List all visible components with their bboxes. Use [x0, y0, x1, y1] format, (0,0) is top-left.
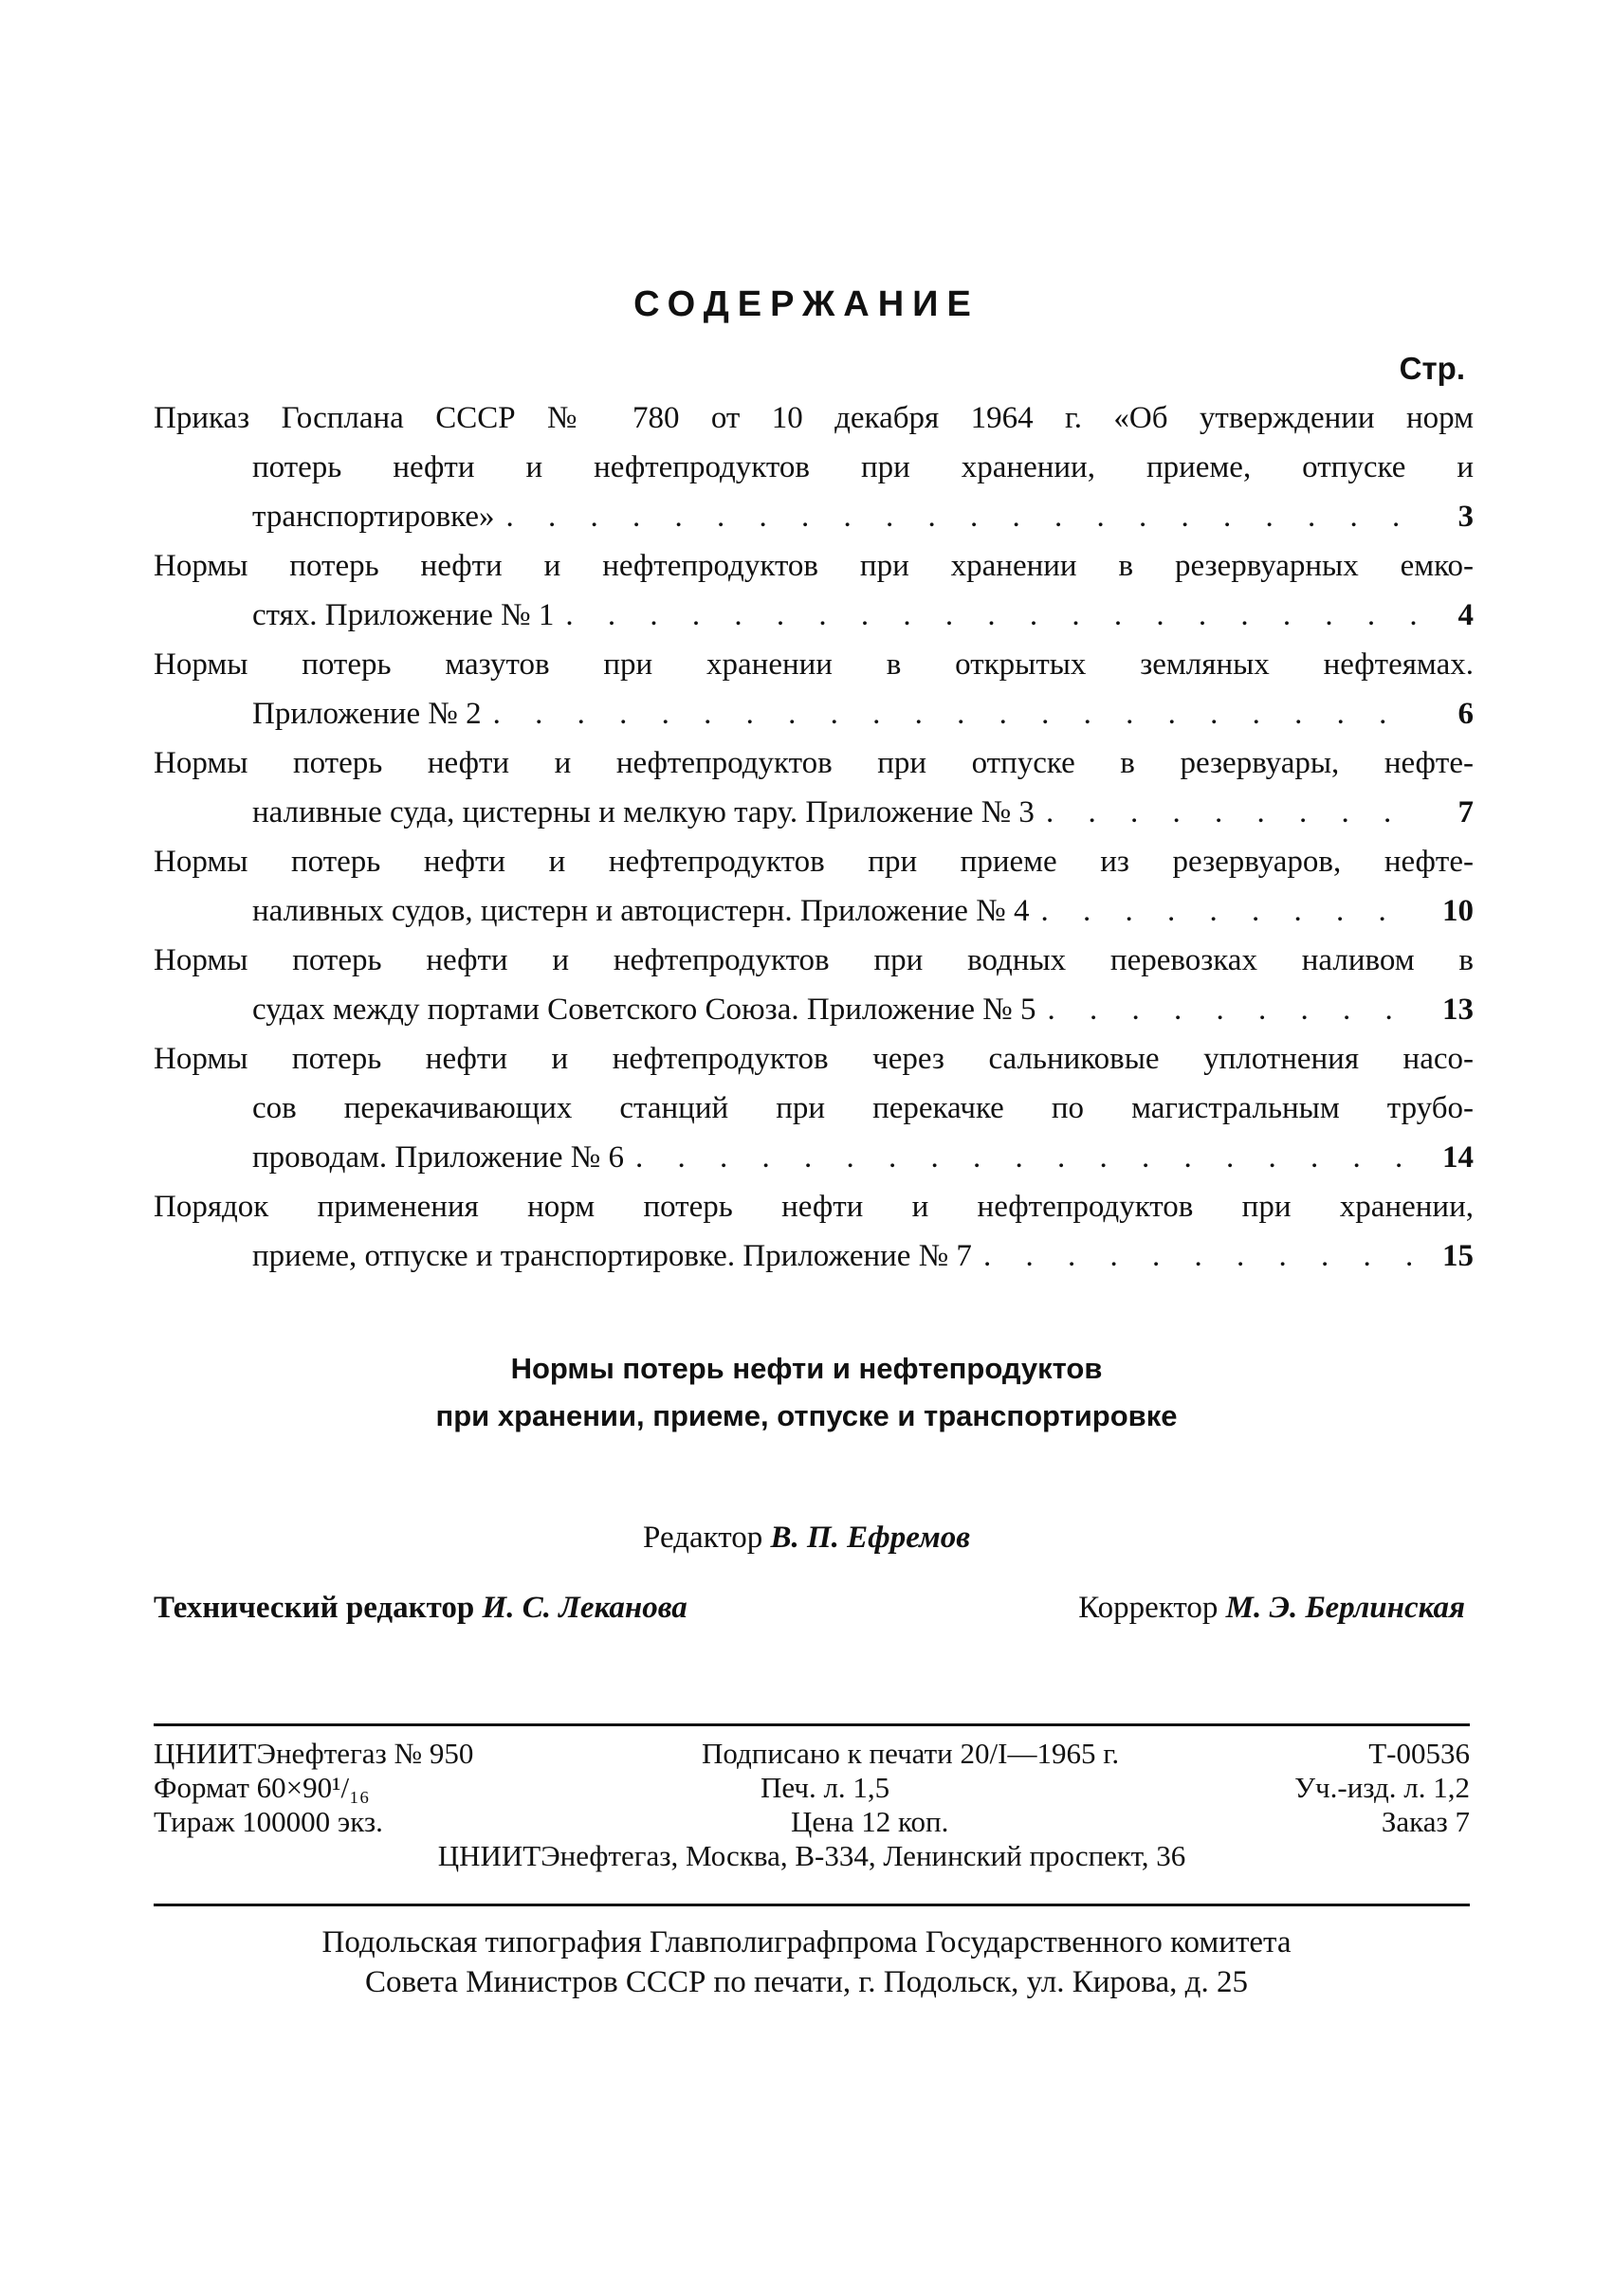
toc-entry[interactable] [154, 640, 1474, 738]
print-run: Тираж 100000 экз. [154, 1805, 383, 1838]
toc-page-number: 13 [1442, 993, 1474, 1027]
corrector-label: Корректор [1078, 1591, 1219, 1625]
editor-name: В. П. Ефремов [770, 1521, 970, 1555]
toc-entry[interactable] [154, 1182, 1474, 1281]
table-of-contents [154, 393, 1474, 1281]
dot-leader [1046, 788, 1421, 837]
toc-page-number: 15 [1442, 1239, 1474, 1273]
toc-entry-line: Приложение № 2 [252, 697, 482, 731]
toc-page-number: 7 [1457, 795, 1474, 829]
order-number: Заказ 7 [1381, 1805, 1470, 1838]
tech-editor-label: Технический редактор [154, 1591, 475, 1625]
toc-entry[interactable] [154, 936, 1474, 1034]
publisher-address: ЦНИИТЭнефтегаз, Москва, В-334, Ленинский проспект, 36 [437, 1839, 1186, 1872]
toc-page-number: 4 [1457, 598, 1474, 632]
toc-entry[interactable] [154, 1034, 1474, 1182]
toc-entry-line: Нормы потерь нефти и нефтепродуктов через сальниковые уплотнения насо- [154, 1042, 1474, 1076]
toc-entry-line: судах между портами Советского Союза. Приложение № 5 [252, 993, 1036, 1027]
dot-leader [493, 689, 1421, 738]
toc-entry-line: проводам. Приложение № 6 [252, 1140, 624, 1175]
editor-credit [0, 1521, 1613, 1556]
toc-page-number: 6 [1457, 697, 1474, 731]
toc-entry-line: приеме, отпуске и транспортировке. Приложение № 7 [252, 1239, 972, 1273]
toc-page-number: 3 [1457, 500, 1474, 534]
toc-page-number: 10 [1442, 894, 1474, 928]
divider [154, 1723, 1470, 1726]
toc-entry[interactable] [154, 837, 1474, 936]
printer-info [0, 1922, 1613, 2002]
toc-entry-line: наливных судов, цистерн и автоцистерн. Приложение № 4 [252, 894, 1030, 928]
toc-entry-line: Нормы потерь нефти и нефтепродуктов при хранении в резервуарных емко- [154, 549, 1474, 583]
publishing-sheets: Уч.-изд. л. 1,2 [1294, 1771, 1470, 1804]
divider [154, 1904, 1470, 1906]
print-sheets: Печ. л. 1,5 [761, 1771, 890, 1804]
dot-leader [983, 1231, 1421, 1281]
paper-format: Формат 60×90¹/₁₆ [154, 1771, 370, 1804]
toc-entry-line: Нормы потерь мазутов при хранении в открытых земляных нефтеямах. [154, 647, 1474, 682]
toc-entry-line: потерь нефти и нефтепродуктов при хранении, приеме, отпуске и [252, 450, 1474, 484]
page-column-header: Стр. [1399, 351, 1465, 386]
dot-leader [635, 1133, 1421, 1182]
toc-entry-line: Нормы потерь нефти и нефтепродуктов при приеме из резервуаров, нефте- [154, 845, 1474, 879]
publisher-number: ЦНИИТЭнефтегаз № 950 [154, 1737, 474, 1770]
toc-entry-line: Приказ Госплана СССР № 780 от 10 декабря 1964 г. «Об утверждении норм [154, 401, 1474, 435]
corrector-name: М. Э. Берлинская [1225, 1591, 1465, 1625]
dot-leader [1040, 886, 1421, 936]
toc-entry-line: Порядок применения норм потерь нефти и нефтепродуктов при хранении, [154, 1190, 1474, 1224]
toc-entry-line: стях. Приложение № 1 [252, 598, 555, 632]
corrector-credit [1078, 1591, 1465, 1626]
toc-entry-line: Нормы потерь нефти и нефтепродуктов при водных перевозках наливом в [154, 943, 1474, 977]
printer-line: Совета Министров СССР по печати, г. Подольск, ул. Кирова, д. 25 [365, 1965, 1248, 1999]
editor-label: Редактор [643, 1521, 763, 1555]
signed-date: Подписано к печати 20/I—1965 г. [702, 1737, 1120, 1770]
imprint-block [154, 1737, 1470, 1873]
toc-entry-line: транспортировке» [252, 500, 495, 534]
toc-page-number: 14 [1442, 1140, 1474, 1175]
tech-editor-credit [154, 1591, 687, 1626]
toc-entry-line: сов перекачивающих станций при перекачке по магистральным трубо- [252, 1091, 1474, 1125]
toc-entry-line: Нормы потерь нефти и нефтепродуктов при отпуске в резервуары, нефте- [154, 746, 1474, 780]
toc-entry[interactable] [154, 541, 1474, 640]
tech-editor-name: И. С. Леканова [482, 1591, 687, 1625]
toc-title: СОДЕРЖАНИЕ [633, 284, 980, 324]
toc-entry[interactable] [154, 738, 1474, 837]
dot-leader [506, 492, 1421, 541]
printer-line: Подольская типография Главполиграфпрома Государственного комитета [321, 1925, 1292, 1959]
toc-entry-line: наливные суда, цистерны и мелкую тару. Приложение № 3 [252, 795, 1035, 829]
dot-leader [1047, 985, 1421, 1034]
book-title-line: Нормы потерь нефти и нефтепродуктов [510, 1352, 1103, 1385]
toc-entry[interactable] [154, 393, 1474, 541]
order-code: Т-00536 [1368, 1737, 1470, 1770]
book-title-line: при хранении, приеме, отпуске и транспортировке [435, 1399, 1178, 1432]
price: Цена 12 коп. [791, 1805, 949, 1838]
dot-leader [565, 591, 1421, 640]
